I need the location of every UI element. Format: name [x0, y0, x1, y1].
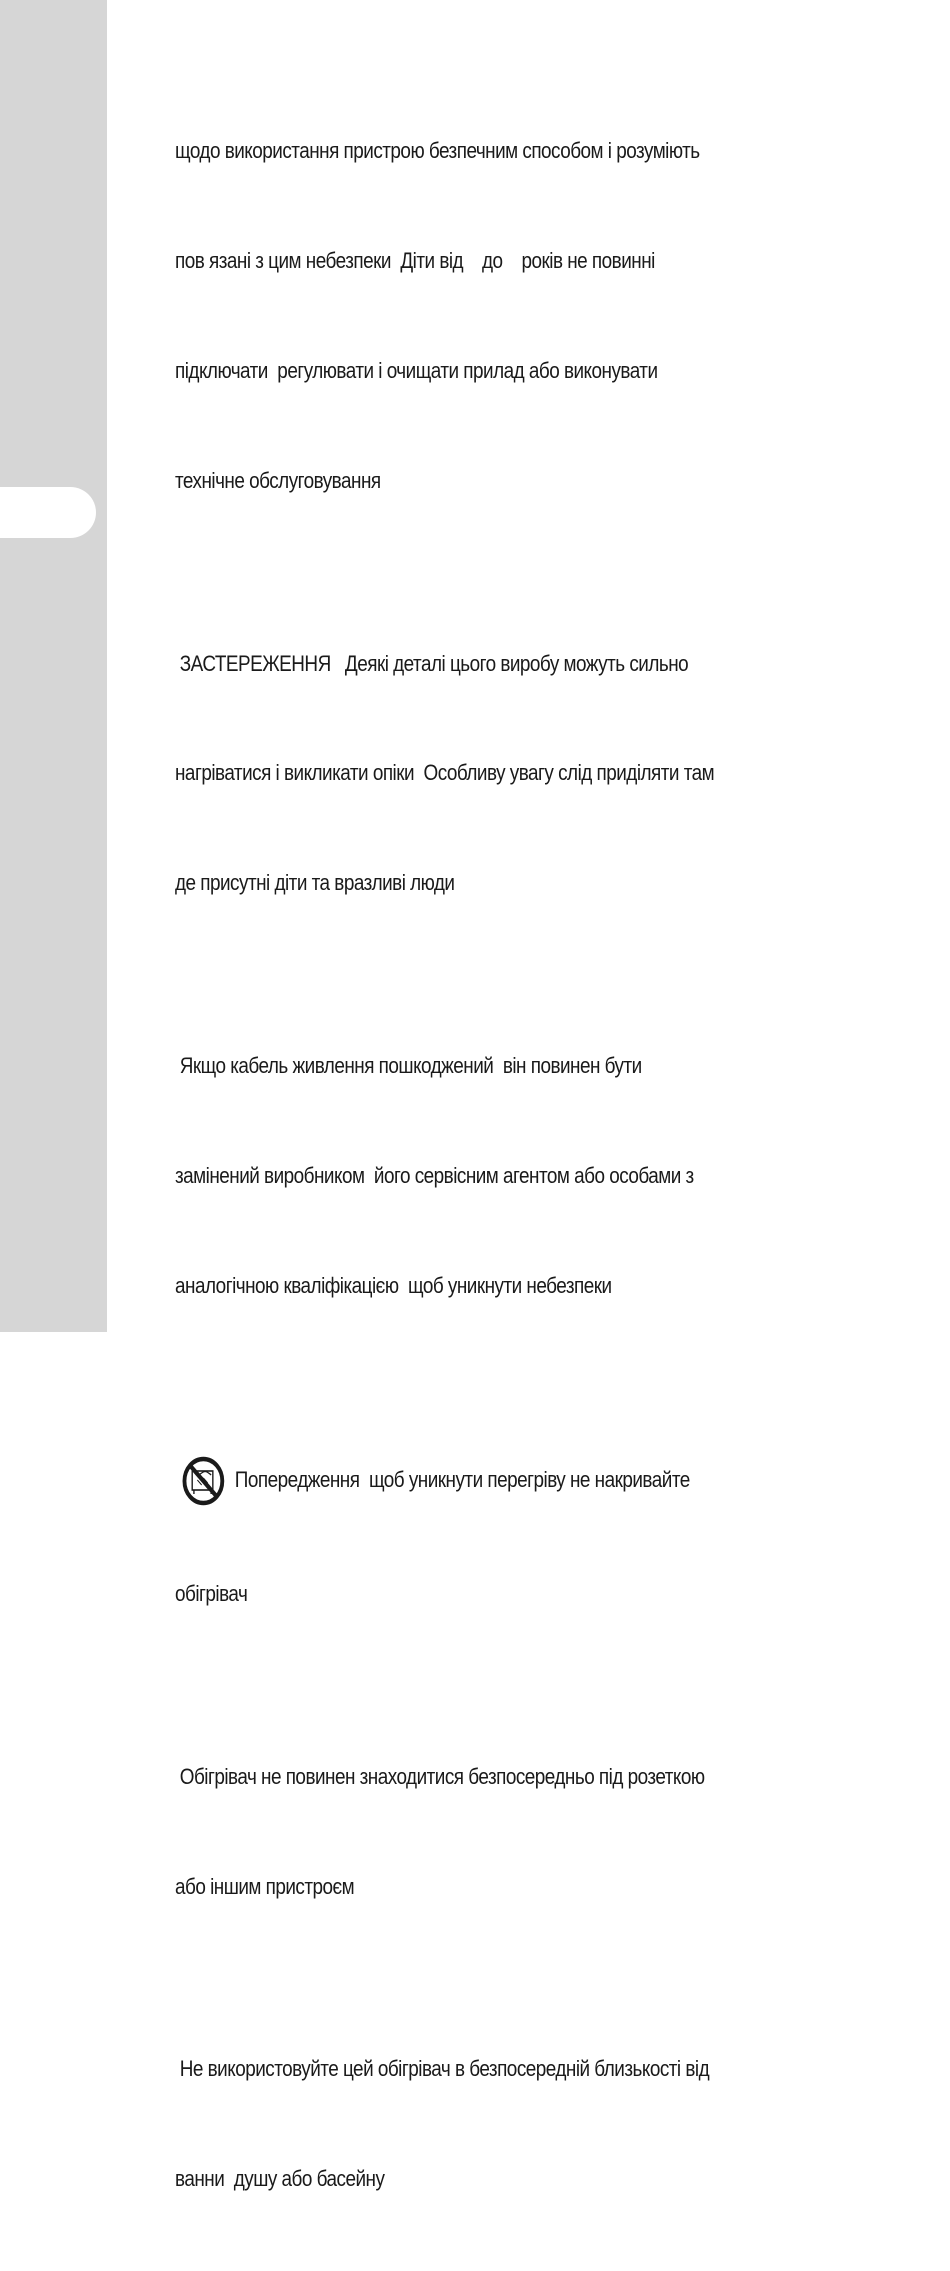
warning-line	[175, 1453, 777, 1509]
text-line: підключати регулювати і очищати прилад або виконувати	[175, 357, 658, 383]
text-line: Якщо кабель живлення пошкоджений він повинен бути	[175, 1053, 642, 1079]
paragraph-damaged-cable	[175, 975, 777, 1378]
document-body	[175, 60, 777, 2271]
page-margin-bar	[0, 0, 107, 1332]
text-line: ЗАСТЕРЕЖЕННЯ Деякі деталі цього виробу можуть сильно	[175, 650, 689, 676]
paragraph-bathroom-warning	[175, 1978, 777, 2271]
text-line: щодо використання пристрою безпечним способом і розуміють	[175, 138, 700, 164]
do-not-cover-icon	[182, 1456, 225, 1506]
warning-text: Попередження щоб уникнути перегріву не накривайте	[230, 1467, 690, 1493]
text-line: Не використовуйте цей обігрівач в безпосередній близькості від	[175, 2056, 710, 2082]
text-line: замінений виробником його сервісним агентом або особами з	[175, 1162, 694, 1188]
text-line: технічне обслуговування	[175, 467, 381, 493]
text-line: обігрівач	[175, 1580, 248, 1606]
text-line: де присутні діти та вразливі люди	[175, 870, 455, 896]
text-line: пов язані з цим небезпеки Діти від до років не повинні	[175, 247, 655, 273]
paragraph-do-not-cover-warning	[175, 1377, 777, 1685]
text-line: нагріватися і викликати опіки Особливу увагу слід приділяти там	[175, 760, 715, 786]
paragraph-caution-hot-parts	[175, 572, 777, 975]
text-line: або іншим пристроєм	[175, 1873, 355, 1899]
paragraph-socket-placement	[175, 1686, 777, 1979]
text-line: аналогічною кваліфікацією щоб уникнути небезпеки	[175, 1272, 612, 1298]
text-line: ванни душу або басейну	[175, 2166, 385, 2192]
section-tab	[0, 487, 96, 538]
text-line: Обігрівач не повинен знаходитися безпосередньо під розеткою	[175, 1763, 705, 1789]
paragraph-children-safety	[175, 60, 777, 572]
